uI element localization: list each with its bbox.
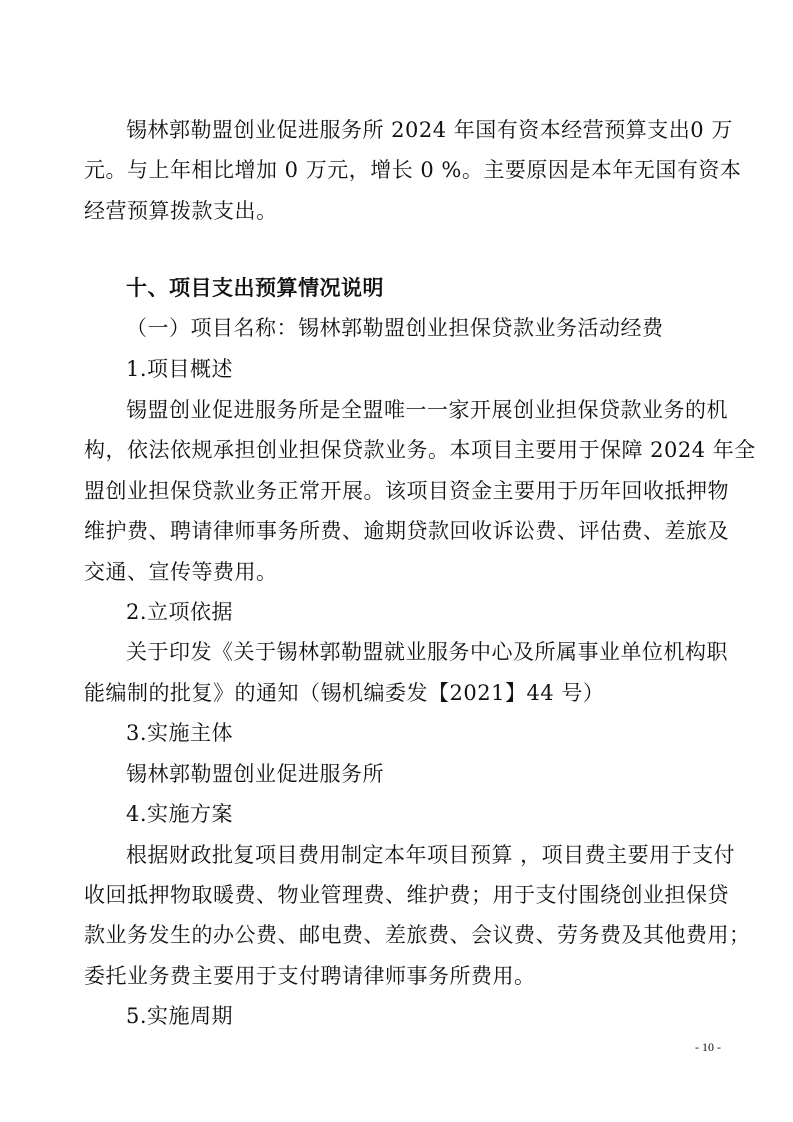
- capital-budget-line-1: 锡林郭勒盟创业促进服务所 2024 年国有资本经营预算支出0 万: [126, 118, 733, 142]
- item-2-line-2: 能编制的批复》的通知（锡机编委发【2021】44 号）: [84, 681, 605, 705]
- item-2-heading: 2.立项依据: [126, 600, 234, 624]
- page-number: - 10 -: [695, 1040, 721, 1054]
- item-1-line-2: 构，依法依规承担创业担保贷款业务。本项目主要用于保障 2024 年全: [84, 438, 756, 462]
- capital-budget-line-3: 经营预算拨款支出。: [84, 199, 278, 223]
- item-1-line-5: 交通、宣传等费用。: [84, 560, 278, 584]
- item-4-line-2: 收回抵押物取暖费、物业管理费、维护费；用于支付围绕创业担保贷: [84, 883, 729, 907]
- item-1-line-3: 盟创业担保贷款业务正常开展。该项目资金主要用于历年回收抵押物: [84, 479, 729, 503]
- item-1-heading: 1.项目概述: [126, 357, 234, 381]
- item-3-heading: 3.实施主体: [126, 721, 234, 745]
- item-2-line-1: 关于印发《关于锡林郭勒盟就业服务中心及所属事业单位机构职: [126, 640, 728, 664]
- item-5-heading: 5.实施周期: [126, 1004, 234, 1028]
- project-name-line: （一）项目名称：锡林郭勒盟创业担保贷款业务活动经费: [126, 316, 664, 340]
- item-4-line-1: 根据财政批复项目费用制定本年项目预算 ，项目费主要用于支付: [126, 843, 736, 867]
- section-title: 十、项目支出预算情况说明: [126, 275, 384, 300]
- item-4-line-4: 委托业务费主要用于支付聘请律师事务所费用。: [84, 964, 536, 988]
- item-4-heading: 4.实施方案: [126, 802, 234, 826]
- item-1-line-4: 维护费、聘请律师事务所费、逾期贷款回收诉讼费、评估费、差旅及: [84, 519, 729, 543]
- item-4-line-3: 款业务发生的办公费、邮电费、差旅费、会议费、劳务费及其他费用；: [84, 923, 751, 947]
- capital-budget-line-2: 元。与上年相比增加 0 万元，增长 0 %。主要原因是本年无国有资本: [84, 158, 742, 182]
- item-3-line-1: 锡林郭勒盟创业促进服务所: [126, 762, 384, 786]
- item-1-line-1: 锡盟创业促进服务所是全盟唯一一家开展创业担保贷款业务的机: [126, 398, 728, 422]
